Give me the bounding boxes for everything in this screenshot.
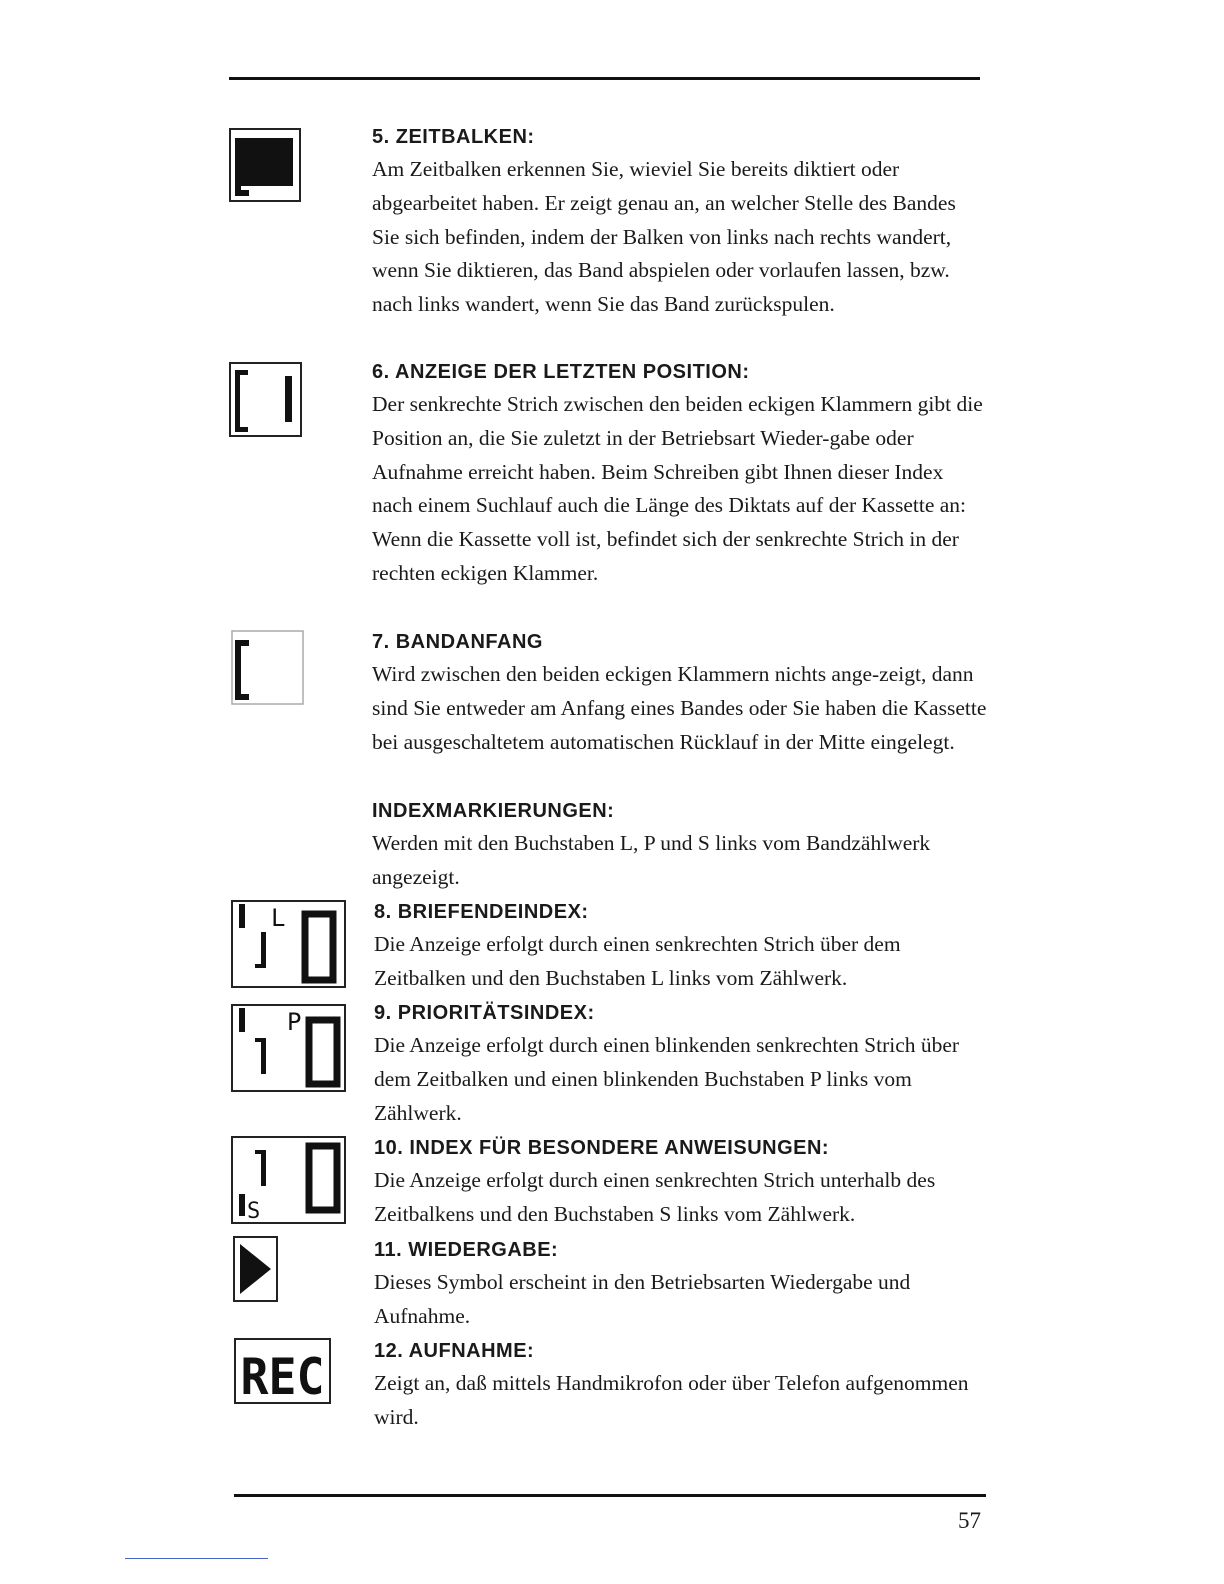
heading-playback: 11. WIEDERGABE:	[374, 1239, 559, 1261]
page-number: 57	[958, 1508, 981, 1533]
section-recording	[374, 1335, 989, 1435]
time-bar-icon	[229, 128, 301, 202]
heading-recording: 12. AUFNAHME:	[374, 1340, 535, 1362]
heading-priority-index: 9. PRIORITÄTSINDEX:	[374, 1002, 595, 1024]
heading-time-bar: 5. ZEITBALKEN:	[372, 126, 535, 148]
heading-tape-start: 7. BANDANFANG	[372, 631, 543, 653]
section-letter-end-index	[374, 896, 989, 996]
section-special-index	[374, 1132, 989, 1232]
section-time-bar	[372, 121, 987, 322]
section-index-markings	[372, 795, 987, 895]
body-letter-end-index: Die Anzeige erfolgt durch einen senkrechten Strich über dem Zeitbalken und den Buchstaben L links vom Zählwerk.	[374, 932, 901, 990]
footer-underline	[125, 1558, 268, 1559]
section-tape-start	[372, 626, 987, 759]
top-rule	[229, 77, 980, 80]
body-special-index: Die Anzeige erfolgt durch einen senkrechten Strich unterhalb des Zeitbalkens und den Buchstaben S links vom Zählwerk.	[374, 1168, 936, 1226]
body-last-position: Der senkrechte Strich zwischen den beiden eckigen Klammern gibt die Position an, die Sie zuletzt in der Betriebsart Wieder-gabe oder Aufnahme erreicht haben. Beim Schreiben gibt Ihnen dieser Index nach einem Suchlauf auch die Länge des Diktats auf der Kassette an: Wenn die Kassette voll ist, befindet sich der senkrechte Strich in der rechten eckigen Klammer.	[372, 392, 983, 585]
body-index-markings: Werden mit den Buchstaben L, P und S links vom Bandzählwerk angezeigt.	[372, 831, 931, 889]
heading-letter-end-index: 8. BRIEFENDEINDEX:	[374, 901, 589, 923]
heading-special-index: 10. INDEX FÜR BESONDERE ANWEISUNGEN:	[374, 1137, 830, 1159]
last-position-icon	[229, 362, 302, 437]
body-playback: Dieses Symbol erscheint in den Betriebsarten Wiedergabe und Aufnahme.	[374, 1270, 911, 1328]
body-recording: Zeigt an, daß mittels Handmikrofon oder über Telefon aufgenommen wird.	[374, 1371, 969, 1429]
special-instructions-index-icon	[231, 1136, 346, 1224]
body-tape-start: Wird zwischen den beiden eckigen Klammern nichts ange-zeigt, dann sind Sie entweder am Anfang eines Bandes oder Sie haben die Kassette bei ausgeschaltetem automatischen Rücklauf in der Mitte eingelegt.	[372, 662, 987, 754]
record-label: REC	[240, 1348, 325, 1404]
index-letter-s: S	[247, 1199, 261, 1224]
priority-index-icon	[231, 1004, 346, 1092]
bottom-rule	[234, 1494, 986, 1497]
index-letter-l: L	[271, 904, 286, 932]
section-playback	[374, 1234, 989, 1334]
letter-end-index-icon	[231, 900, 346, 988]
index-letter-p: P	[287, 1008, 302, 1036]
section-priority-index	[374, 997, 989, 1130]
record-icon	[234, 1338, 331, 1404]
body-time-bar: Am Zeitbalken erkennen Sie, wieviel Sie bereits diktiert oder abgearbeitet haben. Er zeigt genau an, an welcher Stelle des Bandes Sie sich befinden, indem der Balken von links nach rechts wandert, wenn Sie diktieren, das Band abspielen oder vorlaufen lassen, bzw. nach links wandert, wenn Sie das Band zurückspulen.	[372, 157, 956, 317]
tape-start-icon	[231, 630, 304, 705]
body-priority-index: Die Anzeige erfolgt durch einen blinkenden senkrechten Strich über dem Zeitbalken und einen blinkenden Buchstaben P links vom Zählwerk.	[374, 1033, 960, 1125]
heading-index-markings: INDEXMARKIERUNGEN:	[372, 800, 615, 822]
play-icon	[233, 1236, 278, 1302]
heading-last-position: 6. ANZEIGE DER LETZTEN POSITION:	[372, 361, 750, 383]
section-last-position	[372, 356, 987, 591]
